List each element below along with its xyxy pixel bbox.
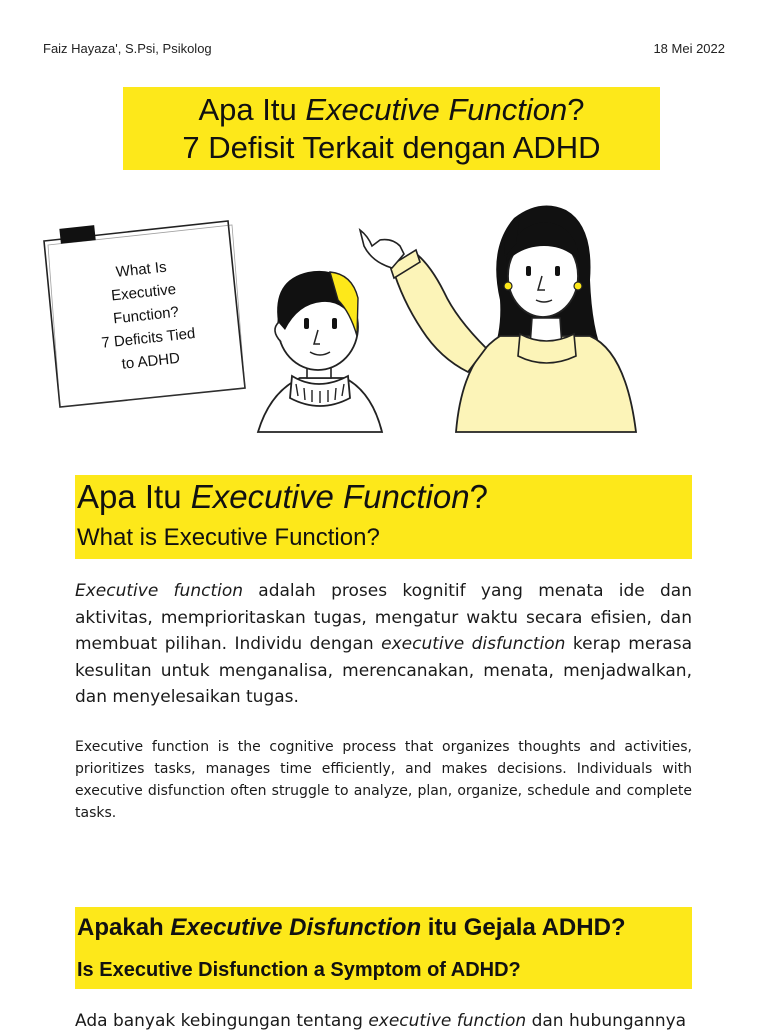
section-2-heading-prefix: Apakah xyxy=(77,914,171,941)
section-2-subheading: Is Executive Disfunction a Symptom of ADHD? xyxy=(77,959,521,981)
section-1-subheading: What is Executive Function? xyxy=(77,524,380,551)
note-line: Function? xyxy=(112,303,180,328)
title-line-1-suffix: ? xyxy=(567,92,585,127)
title-line-2: 7 Defisit Terkait dengan ADHD xyxy=(182,130,601,165)
section-1-heading xyxy=(77,477,488,517)
para-2-end: dan hubungannya xyxy=(526,1011,687,1031)
section-1-heading-suffix: ? xyxy=(469,478,488,515)
note-card-text xyxy=(80,252,211,379)
title-line-1 xyxy=(123,91,660,129)
note-line: 7 Deficits Tied xyxy=(100,324,197,352)
para-id-text-2: kerap merasa kesulitan untuk menganalisa, merencanakan, menata, menjadwalkan, dan menyelesaikan tugas. xyxy=(75,634,693,707)
para-id-italic-2: executive disfunction xyxy=(381,634,566,654)
section-1-paragraph-id xyxy=(75,578,692,711)
section-1-heading-block xyxy=(75,475,692,559)
section-2-heading-suffix: itu Gejala ADHD? xyxy=(421,914,626,941)
teacher-figure xyxy=(360,206,636,433)
section-2-heading-italic: Executive Disfunction xyxy=(170,914,422,941)
para-id-text-1: adalah proses kognitif yang menata ide dan aktivitas, memprioritaskan tugas, mengatur waktu secara efisien, dan membuat pilihan. Individu dengan xyxy=(75,581,693,654)
section-2-heading-block xyxy=(75,907,692,989)
author-name: Faiz Hayaza', S.Psi, Psikolog xyxy=(43,41,212,56)
note-line: Executive xyxy=(110,280,177,305)
section-2-paragraph xyxy=(75,1008,692,1034)
section-1-paragraph-en: Executive function is the cognitive process that organizes thoughts and activities, prioritizes tasks, manages time efficiently, and makes decisions. Individuals with executive disfunction often struggle to analyze, plan, organize, schedule and complete tasks. xyxy=(75,739,692,821)
para-2-start: Ada banyak kebingungan tentang xyxy=(75,1011,369,1031)
section-1-heading-prefix: Apa Itu xyxy=(77,478,191,515)
title-line-1-prefix: Apa Itu xyxy=(198,92,306,127)
section-2-heading xyxy=(77,911,626,945)
para-2-italic: executive function xyxy=(368,1011,527,1031)
note-line: to ADHD xyxy=(120,349,181,373)
para-id-italic-1: Executive function xyxy=(75,581,244,601)
publish-date: 18 Mei 2022 xyxy=(653,41,725,56)
section-1-heading-italic: Executive Function xyxy=(190,478,470,515)
title-line-1-italic: Executive Function xyxy=(305,92,568,127)
page-title xyxy=(123,87,660,170)
note-line: What Is xyxy=(115,258,168,281)
boy-figure xyxy=(258,271,382,432)
